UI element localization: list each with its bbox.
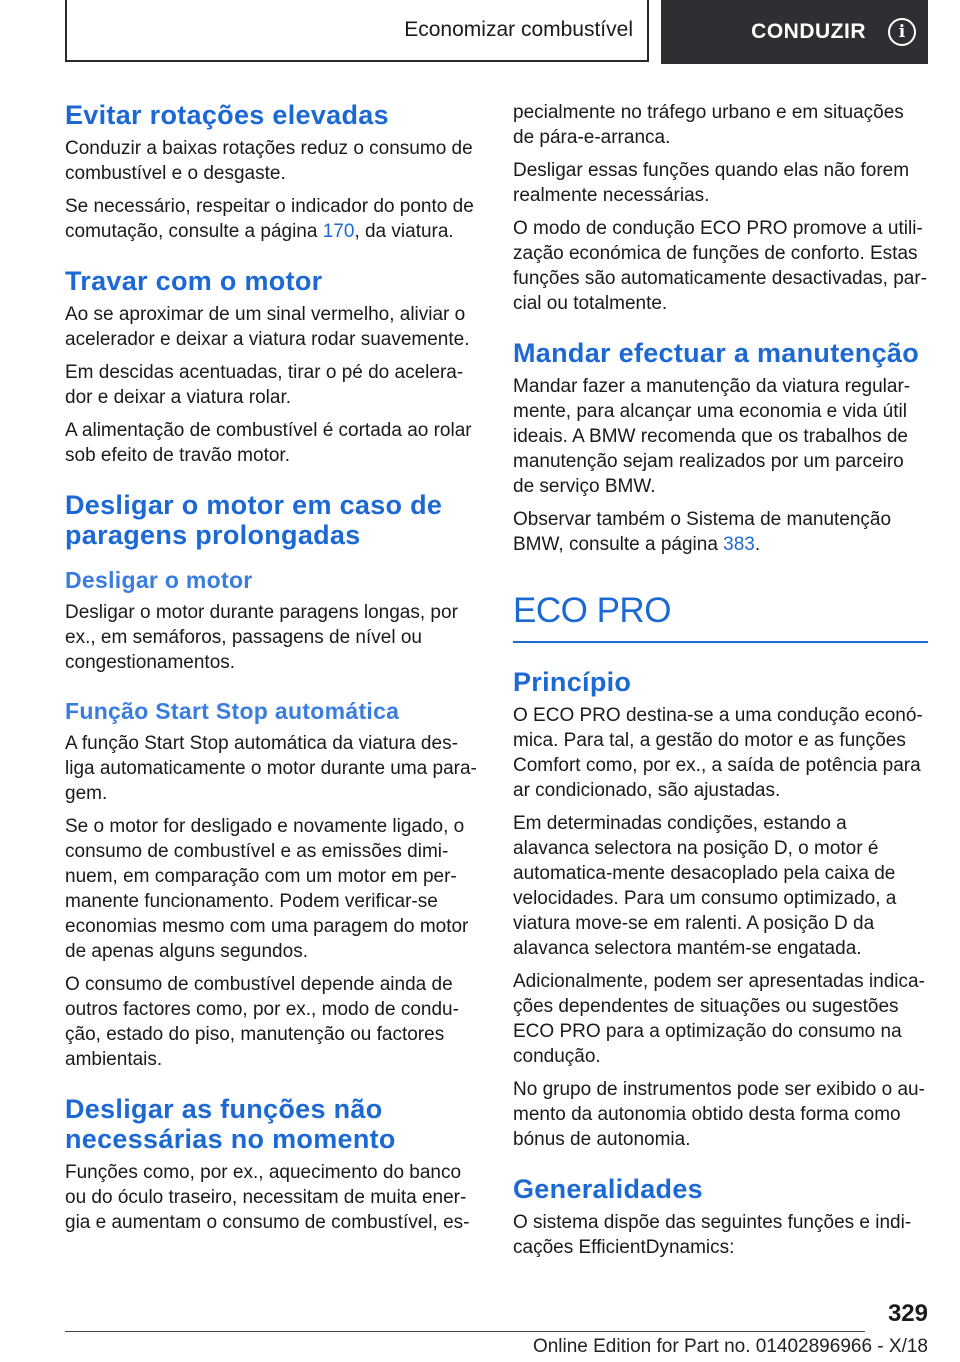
text: , da viatura. xyxy=(354,221,454,242)
heading-travar-motor: Travar com o motor xyxy=(65,266,323,296)
page-link-170[interactable]: 170 xyxy=(322,221,355,242)
paragraph: Em determinadas condições, estando a alavanca selectora na posição D, o motor é automatica-mente desacoplado pela caixa de velocidades. Para um consumo optimizado, a viatura move-se em ralenti. A posição D da alavanca selectora mantém-se engatada. xyxy=(513,813,897,959)
chapter-label: CONDUZIR xyxy=(751,20,866,43)
paragraph: Em descidas acentuadas, tirar o pé do acelera-dor e deixar a viatura rolar. xyxy=(65,362,464,408)
paragraph: Desligar essas funções quando elas não forem realmente necessárias. xyxy=(513,160,910,206)
page-header xyxy=(65,0,928,66)
paragraph: O modo de condução ECO PRO promove a utili-zação económica de funções de conforto. Estas funções são automaticamente desactivadas, par-cial ou totalmente. xyxy=(513,218,928,314)
paragraph: pecialmente no tráfego urbano e em situações de pára-e-arranca. xyxy=(513,102,904,148)
text: . xyxy=(754,534,761,555)
paragraph: A função Start Stop automática da viatura des-liga automaticamente o motor durante uma para-gem. xyxy=(65,733,477,804)
heading-desligar-motor-paragens: Desligar o motor em caso de paragens prolongadas xyxy=(65,490,443,550)
footer-edition: Online Edition for Part no. 01402896966 - X/18 xyxy=(532,1336,928,1357)
paragraph: Funções como, por ex., aquecimento do banco ou do óculo traseiro, necessitam de muita ener-gia e aumentam o consumo de combustível, es- xyxy=(65,1162,470,1233)
right-column xyxy=(513,100,928,1268)
paragraph: O consumo de combustível depende ainda de outros factores como, por ex., modo de condu-ção, estado do piso, manutenção ou factores ambientais. xyxy=(65,974,459,1070)
paragraph: Se o motor for desligado e novamente ligado, o consumo de combustível e as emissões dimi-nuem, em comparação com um motor em per-manente funcionamento. Podem verificar-se economias mesmo com uma paragem do motor de apenas alguns segundos. xyxy=(65,816,469,962)
left-column xyxy=(65,100,477,1243)
paragraph: Mandar fazer a manutenção da viatura regular-mente, para alcançar uma economia e vida útil ideais. A BMW recomenda que os trabalhos de manutenção sejam realizados por um parceiro de serviço BMW. xyxy=(513,376,911,497)
paragraph: O sistema dispõe das seguintes funções e indi-cações EfficientDynamics: xyxy=(513,1212,912,1258)
page-link-383[interactable]: 383 xyxy=(723,534,755,555)
heading-principio: Princípio xyxy=(513,667,632,697)
page-number: 329 xyxy=(887,1300,928,1327)
paragraph xyxy=(65,194,477,244)
text: Se necessário, respeitar o indicador do ponto de comutação, consulte a página xyxy=(65,196,474,242)
heading-desligar-funcoes: Desligar as funções não necessárias no momento xyxy=(65,1094,396,1154)
chapter-title-eco-pro: ECO PRO xyxy=(513,591,928,643)
text: Observar também o Sistema de manutenção BMW, consulte a página xyxy=(513,509,892,555)
paragraph: Ao se aproximar de um sinal vermelho, aliviar o acelerador e deixar a viatura rodar suavemente. xyxy=(65,304,470,350)
paragraph: A alimentação de combustível é cortada ao rolar sob efeito de travão motor. xyxy=(65,420,472,466)
chapter-tab[interactable] xyxy=(661,0,928,64)
heading-evitar-rotacoes: Evitar rotações elevadas xyxy=(65,100,389,130)
paragraph xyxy=(513,507,928,557)
heading-generalidades: Generalidades xyxy=(513,1174,703,1204)
section-title-tab xyxy=(65,0,649,62)
subheading-start-stop: Função Start Stop automática xyxy=(65,698,400,724)
paragraph: Desligar o motor durante paragens longas, por ex., em semáforos, passagens de nível ou congestionamentos. xyxy=(65,602,458,673)
footer-divider xyxy=(65,1331,865,1332)
paragraph: O ECO PRO destina-se a uma condução econó-mica. Para tal, a gestão do motor e as funções Comfort como, por ex., a saída de potência para ar condicionado, são ajustadas. xyxy=(513,705,923,801)
paragraph: Conduzir a baixas rotações reduz o consumo de combustível e o desgaste. xyxy=(65,138,473,184)
paragraph: Adicionalmente, podem ser apresentadas indica-ções dependentes de situações ou sugestões ECO PRO para a optimização do consumo na condução. xyxy=(513,971,925,1067)
paragraph: No grupo de instrumentos pode ser exibido o au-mento da autonomia obtido desta forma como bónus de autonomia. xyxy=(513,1079,925,1150)
section-title: Economizar combustível xyxy=(404,18,633,41)
subheading-desligar-motor: Desligar o motor xyxy=(65,567,253,593)
heading-manutencao: Mandar efectuar a manutenção xyxy=(513,338,920,368)
info-icon[interactable]: i xyxy=(888,18,916,46)
